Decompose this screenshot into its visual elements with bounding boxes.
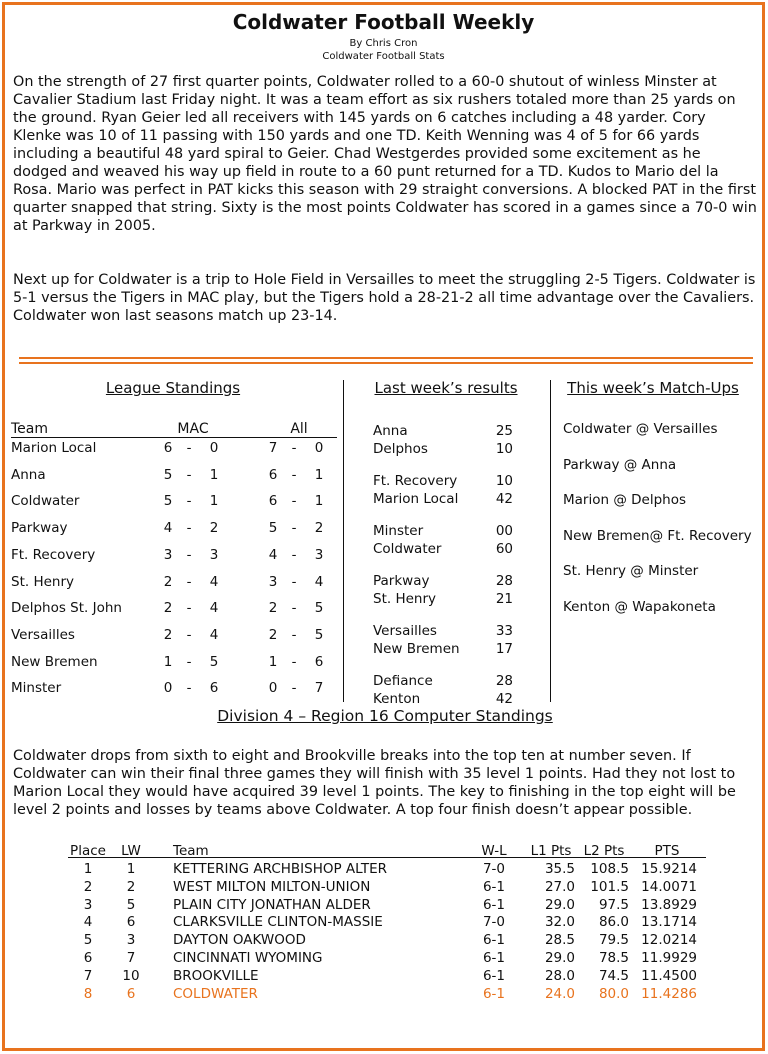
result-team: St. Henry bbox=[373, 591, 436, 607]
result-team: Coldwater bbox=[373, 541, 442, 557]
standings-all-wins: 4 bbox=[268, 546, 278, 563]
standings-all-losses: 0 bbox=[314, 440, 324, 456]
division-team: PLAIN CITY JONATHAN ALDER bbox=[173, 896, 371, 913]
standings-all-dash: - bbox=[291, 466, 297, 483]
matchups-heading: This week’s Match-Ups bbox=[567, 379, 739, 397]
standings-all-wins: 6 bbox=[268, 466, 278, 483]
standings-all-losses: 1 bbox=[314, 466, 324, 483]
result-score: 25 bbox=[495, 423, 513, 439]
division-team: KETTERING ARCHBISHOP ALTER bbox=[173, 861, 387, 877]
byline bbox=[5, 37, 762, 63]
standings-team: Anna bbox=[11, 466, 46, 483]
division-pts: 13.1714 bbox=[641, 914, 697, 931]
standings-mac-dash: - bbox=[186, 466, 192, 483]
division-l1: 28.5 bbox=[544, 932, 575, 949]
standings-all-losses: 5 bbox=[314, 626, 324, 643]
standings-team: Coldwater bbox=[11, 493, 80, 510]
division-lw: 2 bbox=[126, 878, 136, 895]
divider-top bbox=[19, 357, 753, 359]
result-team: Marion Local bbox=[373, 491, 459, 507]
division-team: BROOKVILLE bbox=[173, 967, 259, 984]
standings-all-wins: 1 bbox=[268, 653, 278, 670]
standings-mac-losses: 4 bbox=[209, 600, 219, 617]
division-l2: 101.5 bbox=[590, 878, 629, 895]
standings-mac-losses: 6 bbox=[209, 680, 219, 697]
division-wl: 6-1 bbox=[482, 950, 506, 966]
division-paragraph: Coldwater drops from sixth to eight and Brookville breaks into the top ten at number seven. If Coldwater can win their final three games they will finish with 35 level 1 points. Had they not lost to Marion Local they would have acquired 39 level 1 points. The key to finishing in the top eight will be level 2 points and losses by teams above Coldwater. A top four finish doesn’t appear possible. bbox=[13, 748, 736, 818]
division-team: COLDWATER bbox=[173, 985, 258, 1002]
result-team: Versailles bbox=[373, 623, 437, 639]
standings-mac-losses: 5 bbox=[209, 653, 219, 670]
division-pts: 14.0071 bbox=[641, 878, 697, 895]
standings-mac-dash: - bbox=[186, 440, 192, 456]
result-score: 42 bbox=[495, 491, 513, 507]
matchup-item: Marion @ Delphos bbox=[563, 492, 686, 509]
division-lw: 1 bbox=[126, 861, 136, 877]
result-score: 17 bbox=[495, 641, 513, 657]
division-col-pts: PTS bbox=[654, 843, 680, 859]
standings-col-all: All bbox=[290, 421, 308, 437]
standings-mac-wins: 3 bbox=[163, 546, 173, 563]
standings-team: Versailles bbox=[11, 626, 75, 643]
division-place: 7 bbox=[83, 967, 93, 984]
standings-all-dash: - bbox=[291, 626, 297, 643]
standings-mac-wins: 2 bbox=[163, 600, 173, 617]
result-team: Delphos bbox=[373, 441, 428, 457]
standings-mac-wins: 2 bbox=[163, 626, 173, 643]
division-wl: 7-0 bbox=[482, 914, 506, 931]
result-team: Defiance bbox=[373, 673, 433, 689]
standings-team: Ft. Recovery bbox=[11, 546, 96, 563]
standings-all-wins: 0 bbox=[268, 680, 278, 697]
standings-mac-dash: - bbox=[186, 680, 192, 697]
standings-mac-dash: - bbox=[186, 493, 192, 510]
division-l2: 74.5 bbox=[598, 967, 629, 984]
standings-all-dash: - bbox=[291, 520, 297, 537]
division-place: 8 bbox=[83, 985, 93, 1002]
division-team: DAYTON OAKWOOD bbox=[173, 932, 306, 949]
standings-mac-wins: 4 bbox=[163, 520, 173, 537]
division-team: CLARKSVILLE CLINTON-MASSIE bbox=[173, 914, 383, 931]
standings-team: Marion Local bbox=[11, 440, 97, 456]
standings-all-dash: - bbox=[291, 680, 297, 697]
standings-all-wins: 7 bbox=[268, 440, 278, 456]
standings-all-losses: 5 bbox=[314, 600, 324, 617]
division-pts: 11.4500 bbox=[641, 967, 697, 984]
division-team: WEST MILTON MILTON-UNION bbox=[173, 878, 371, 895]
standings-mac-wins: 0 bbox=[163, 680, 173, 697]
standings-mac-wins: 1 bbox=[163, 653, 173, 670]
division-lw: 7 bbox=[126, 950, 136, 966]
result-team: Ft. Recovery bbox=[373, 473, 458, 489]
source: Coldwater Football Stats bbox=[322, 51, 445, 62]
matchup-item: New Bremen@ Ft. Recovery bbox=[563, 527, 752, 544]
division-pts: 12.0214 bbox=[641, 932, 697, 949]
newsletter-page bbox=[2, 2, 765, 1051]
division-pts: 11.9929 bbox=[641, 950, 697, 966]
division-col-wl: W-L bbox=[481, 843, 507, 859]
division-lw: 10 bbox=[122, 967, 140, 984]
division-l2: 86.0 bbox=[598, 914, 629, 931]
result-score: 10 bbox=[495, 441, 513, 457]
division-place: 5 bbox=[83, 932, 93, 949]
division-wl: 6-1 bbox=[482, 878, 506, 895]
result-score: 60 bbox=[495, 541, 513, 557]
standings-all-wins: 2 bbox=[268, 626, 278, 643]
division-l1: 35.5 bbox=[544, 861, 575, 877]
result-score: 28 bbox=[495, 573, 513, 589]
division-col-lw: LW bbox=[121, 843, 141, 859]
standings-mac-losses: 3 bbox=[209, 546, 219, 563]
division-wl: 6-1 bbox=[482, 967, 506, 984]
standings-all-dash: - bbox=[291, 653, 297, 670]
division-place: 1 bbox=[83, 861, 93, 877]
division-lw: 6 bbox=[126, 985, 136, 1002]
column-divider-1 bbox=[343, 380, 344, 702]
results-heading: Last week’s results bbox=[374, 379, 518, 397]
division-wl: 6-1 bbox=[482, 985, 506, 1002]
standings-all-losses: 6 bbox=[314, 653, 324, 670]
standings-all-wins: 3 bbox=[268, 573, 278, 590]
division-col-l2: L2 Pts bbox=[583, 843, 625, 859]
division-l2: 108.5 bbox=[590, 861, 629, 877]
standings-heading: League Standings bbox=[105, 379, 241, 397]
division-wl: 7-0 bbox=[482, 861, 506, 877]
standings-mac-wins: 5 bbox=[163, 493, 173, 510]
matchup-item: St. Henry @ Minster bbox=[563, 563, 699, 580]
standings-mac-dash: - bbox=[186, 573, 192, 590]
division-heading: Division 4 – Region 16 Computer Standings bbox=[217, 707, 553, 725]
division-place: 2 bbox=[83, 878, 93, 895]
division-l2: 97.5 bbox=[598, 896, 629, 913]
standings-team: Parkway bbox=[11, 520, 68, 537]
standings-all-wins: 6 bbox=[268, 493, 278, 510]
divider-bottom bbox=[19, 362, 753, 364]
standings-mac-wins: 5 bbox=[163, 466, 173, 483]
result-team: Parkway bbox=[373, 573, 430, 589]
division-l2: 79.5 bbox=[598, 932, 629, 949]
matchup-item: Coldwater @ Versailles bbox=[563, 421, 718, 437]
result-team: Minster bbox=[373, 523, 424, 539]
column-divider-2 bbox=[550, 380, 551, 702]
division-lw: 6 bbox=[126, 914, 136, 931]
standings-header-rule bbox=[11, 437, 337, 438]
division-l1: 29.0 bbox=[544, 896, 575, 913]
result-score: 21 bbox=[495, 591, 513, 607]
standings-all-losses: 7 bbox=[314, 680, 324, 697]
division-header-rule bbox=[68, 857, 706, 858]
standings-mac-dash: - bbox=[186, 520, 192, 537]
standings-mac-losses: 4 bbox=[209, 573, 219, 590]
result-team: New Bremen bbox=[373, 641, 460, 657]
standings-team: Minster bbox=[11, 680, 62, 697]
standings-mac-dash: - bbox=[186, 546, 192, 563]
division-l1: 24.0 bbox=[544, 985, 575, 1002]
standings-team: New Bremen bbox=[11, 653, 98, 670]
standings-all-losses: 4 bbox=[314, 573, 324, 590]
standings-all-dash: - bbox=[291, 573, 297, 590]
division-pts: 13.8929 bbox=[641, 896, 697, 913]
matchup-item: Kenton @ Wapakoneta bbox=[563, 599, 716, 615]
standings-mac-wins: 6 bbox=[163, 440, 173, 456]
standings-all-dash: - bbox=[291, 546, 297, 563]
division-l2: 80.0 bbox=[598, 985, 629, 1002]
division-wl: 6-1 bbox=[482, 932, 506, 949]
division-col-l1: L1 Pts bbox=[530, 843, 572, 859]
standings-col-team: Team bbox=[11, 421, 49, 437]
division-l1: 28.0 bbox=[544, 967, 575, 984]
result-team: Kenton bbox=[373, 691, 421, 707]
standings-col-mac: MAC bbox=[177, 421, 209, 437]
article-paragraph-2: Next up for Coldwater is a trip to Hole Field in Versailles to meet the struggling 2-5 Tigers. Coldwater is 5-1 versus the Tigers in MAC play, but the Tigers hold a 28-21-2 all time advantage over the Cavaliers. Coldwater won last seasons match up 23-14. bbox=[13, 272, 756, 324]
division-wl: 6-1 bbox=[482, 896, 506, 913]
division-lw: 3 bbox=[126, 932, 136, 949]
result-team: Anna bbox=[373, 423, 408, 439]
result-score: 42 bbox=[495, 691, 513, 707]
division-col-place: Place bbox=[70, 843, 106, 859]
result-score: 28 bbox=[495, 673, 513, 689]
matchup-item: Parkway @ Anna bbox=[563, 456, 677, 473]
standings-all-losses: 1 bbox=[314, 493, 324, 510]
standings-all-dash: - bbox=[291, 600, 297, 617]
division-pts: 11.4286 bbox=[641, 985, 697, 1002]
division-lw: 5 bbox=[126, 896, 136, 913]
result-score: 33 bbox=[495, 623, 513, 639]
standings-mac-dash: - bbox=[186, 600, 192, 617]
standings-team: Delphos St. John bbox=[11, 600, 122, 617]
division-place: 3 bbox=[83, 896, 93, 913]
result-score: 10 bbox=[495, 473, 513, 489]
standings-mac-losses: 0 bbox=[209, 440, 219, 456]
division-team: CINCINNATI WYOMING bbox=[173, 950, 323, 966]
division-pts: 15.9214 bbox=[641, 861, 697, 877]
standings-all-losses: 3 bbox=[314, 546, 324, 563]
division-col-team: Team bbox=[173, 843, 209, 859]
division-place: 6 bbox=[83, 950, 93, 966]
standings-mac-dash: - bbox=[186, 626, 192, 643]
standings-mac-losses: 1 bbox=[209, 493, 219, 510]
standings-mac-losses: 4 bbox=[209, 626, 219, 643]
division-l1: 29.0 bbox=[544, 950, 575, 966]
division-l1: 27.0 bbox=[544, 878, 575, 895]
standings-mac-dash: - bbox=[186, 653, 192, 670]
author: By Chris Cron bbox=[349, 38, 418, 49]
standings-mac-wins: 2 bbox=[163, 573, 173, 590]
standings-all-wins: 5 bbox=[268, 520, 278, 537]
division-l2: 78.5 bbox=[598, 950, 629, 966]
result-score: 00 bbox=[495, 523, 513, 539]
division-l1: 32.0 bbox=[544, 914, 575, 931]
standings-all-dash: - bbox=[291, 493, 297, 510]
standings-team: St. Henry bbox=[11, 573, 74, 590]
standings-mac-losses: 2 bbox=[209, 520, 219, 537]
division-place: 4 bbox=[83, 914, 93, 931]
standings-all-dash: - bbox=[291, 440, 297, 456]
standings-all-wins: 2 bbox=[268, 600, 278, 617]
standings-all-losses: 2 bbox=[314, 520, 324, 537]
article-paragraph-1: On the strength of 27 first quarter points, Coldwater rolled to a 60-0 shutout of winless Minster at Cavalier Stadium last Friday night. It was a team effort as six rushers totaled more than 25 yards on the ground. Ryan Geier led all receivers with 145 yards on 6 catches including a 48 yarder. Cory Klenke was 10 of 11 passing with 150 yards and one TD. Keith Wenning was 4 of 5 for 66 yards including a beautiful 48 yard spiral to Geier. Chad Westgerdes provided some excitement as he dodged and weaved his way up field in route to a 60 punt returned for a TD. Kudos to Mario del la Rosa. Mario was perfect in PAT kicks this season with 29 straight conversions. A blocked PAT in the first quarter snapped that string. Sixty is the most points Coldwater has scored in a games since a 70-0 win at Parkway in 2005. bbox=[13, 74, 757, 234]
standings-mac-losses: 1 bbox=[209, 466, 219, 483]
page-title: Coldwater Football Weekly bbox=[232, 10, 535, 34]
